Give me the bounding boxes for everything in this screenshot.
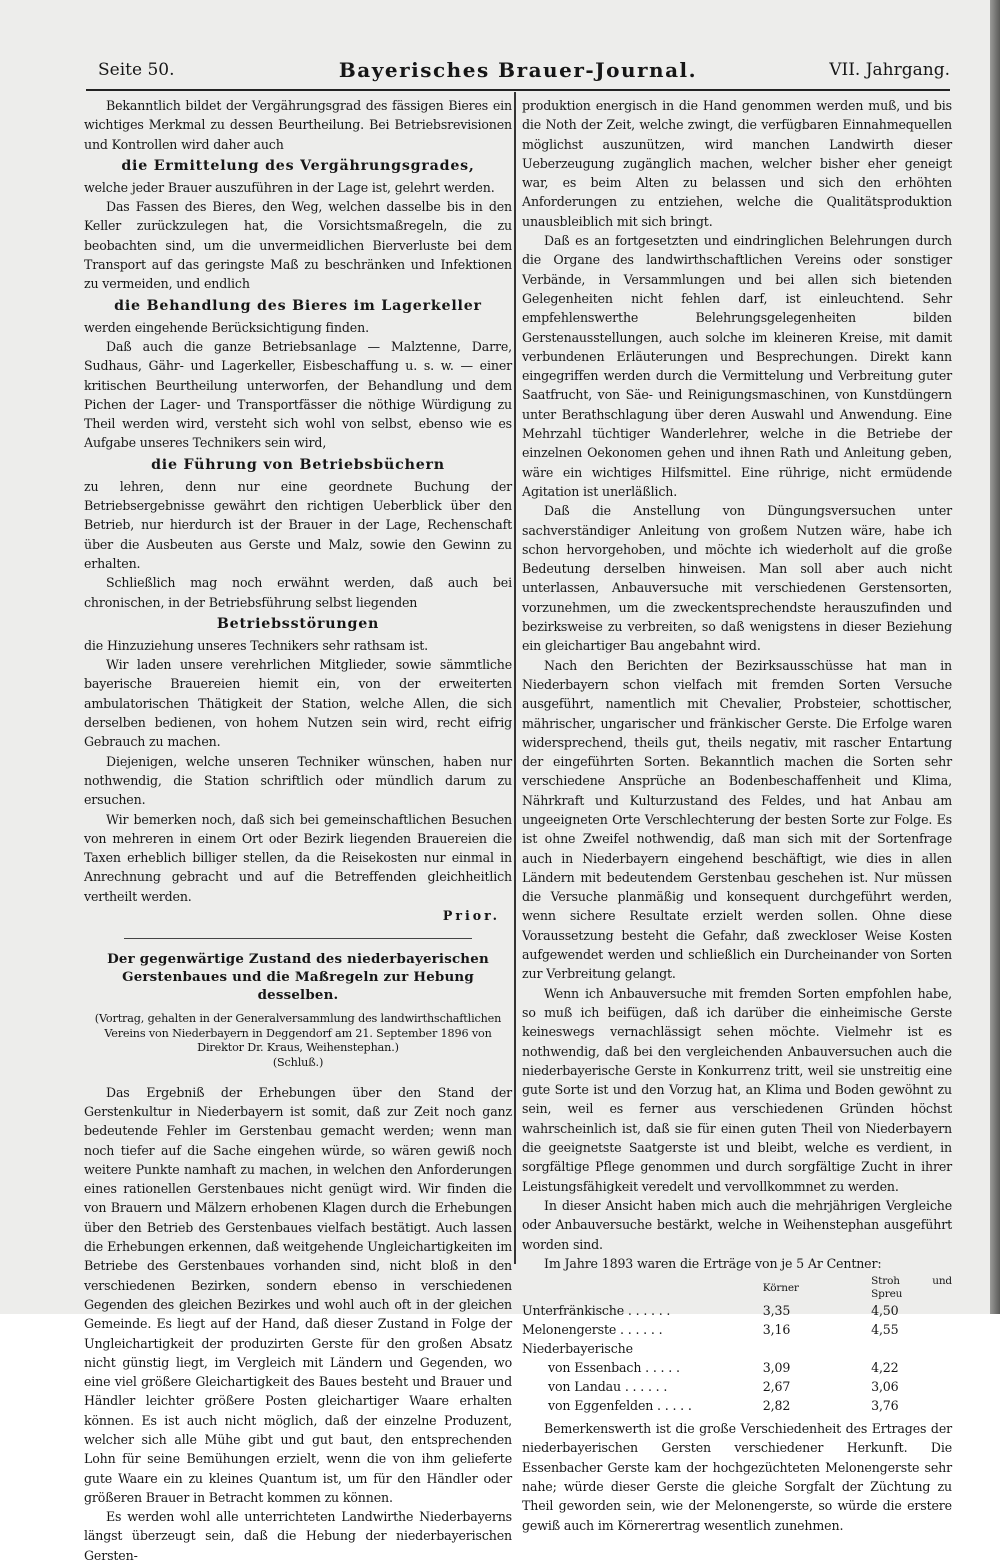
paragraph: werden eingehende Berücksichtigung finden. (84, 319, 369, 335)
value-koerner: 2,67 (762, 1379, 791, 1395)
table-header-row (522, 1275, 952, 1301)
row-label: Melonengerste . . . . . . (522, 1322, 663, 1338)
table-row (522, 1320, 952, 1339)
lecture-note: (Vortrag, gehalten in der Generalversammlung des landwirthschaftlichen Vereins von Niederbayern in Deggendorf am 21. September 1896 von Direktor Dr. Kraus, Weihenstephan.) (94, 1012, 502, 1055)
section-heading: die Ermittelung des Vergährungsgrades, (121, 157, 475, 174)
table-intro: Im Jahre 1893 waren die Erträge von je 5 Ar Centner: (544, 1255, 882, 1271)
paragraph: Daß auch die ganze Betriebsanlage — Malztenne, Darre, Sudhaus, Gähr- und Lagerkeller, Eisbeschaffung u. s. w. — einer kritischen Beurtheilung unterworfen, der Behandlung und dem Pichen der Lager- und Transportfässer die nöthige Würdigung zu Theil werden wird, versteht sich wohl von selbst, ebenso wie es Aufgabe unseres Technikers sein wird, (84, 338, 512, 451)
value-koerner: 2,82 (762, 1398, 791, 1414)
value-stroh: 4,55 (871, 1322, 899, 1338)
header-rule (86, 89, 950, 91)
row-label: Niederbayerische (522, 1341, 633, 1357)
table-row (522, 1301, 952, 1320)
value-stroh: 3,76 (871, 1398, 899, 1414)
paragraph: Schließlich mag noch erwähnt werden, daß auch bei chronischen, in der Betriebsführung selbst liegenden (84, 575, 512, 610)
author-signature: Prior. (442, 907, 500, 923)
value-stroh: 4,50 (871, 1303, 899, 1319)
paragraph: produktion energisch in die Hand genommen werden muß, und bis die Noth der Zeit, welche zwingt, die verfügbaren Einnahmequellen möglichst auszunützen, wird manchen Landwirth dieser Ueberzeugung zugänglich machen, welcher bisher eher geneigt war, es beim Alten zu belassen und sich den erhöhten Anforderungen zu entziehen, welche die Qualitätsproduktion unausbleiblich mit sich bringt. (522, 98, 952, 229)
col-header-stroh: Stroh und Spreu (871, 1275, 952, 1301)
paragraph: welche jeder Brauer auszuführen in der Lage ist, gelehrt werden. (84, 179, 495, 195)
table-row (522, 1339, 952, 1358)
paragraph: zu lehren, denn nur eine geordnete Buchung der Betriebsergebnisse gewährt den richtigen Ueberblick über den Betrieb, nur hierdurch ist der Brauer in der Lage, Rechenschaft über die Ausbeuten aus Gerste und Malz, sowie den Gewinn zu erhalten. (84, 478, 512, 571)
paragraph: Das Ergebniß der Erhebungen über den Stand der Gerstenkultur in Niederbayern ist somit, daß zur Zeit noch ganz bedeutende Fehler im Gerstenbau gemacht werden; wenn man noch tiefer auf die Sache eingehen würde, so wären gewiß noch weitere Punkte namhaft zu machen, in welchen den Anforderungen eines rationellen Gerstenbaues nicht genügt wird. Wir finden die von Brauern und Mälzern erhobenen Klagen durch die Erhebungen über den Betrieb des Gerstenbaues vielfach bestätigt. Auch lassen die Erhebungen erkennen, daß weitgehende Ungleichartigkeiten im Betriebe des Gerstenbaues vorhanden sind, nicht bloß in den verschiedenen Bezirken, sondern ebenso in verschiedenen Gegenden des gleichen Bezirkes und wohl auch oft in der gleichen Gemeinde. Es liegt auf der Hand, daß dieser Zustand in Folge der Ungleichartigkeit der produzirten Gerste für den großen Absatz nicht günstig liegt, im Vergleich mit Ländern und Gegenden, wo eine viel größere Gleichartigkeit des Baues besteht und Brauer und Händler leichter größere Posten gleichartiger Waare erhalten können. Es ist auch nicht möglich, daß der einzelne Produzent, welcher sich alle Mühe gibt und gut baut, den entsprechenden Lohn für seine Bemühungen erzielt, wenn die von ihm gelieferte gute Waare ein zu kleines Quantum ist, um für den Händler oder größeren Brauer in Betracht kommen zu können. (84, 1084, 512, 1505)
paragraph: Wenn ich Anbauversuche mit fremden Sorten empfohlen habe, so muß ich beifügen, daß ich darüber die einheimische Gerste keineswegs vernachlässigt sehen möchte. Vielmehr ist es nothwendig, daß bei den vergleichenden Anbauversuchen auch die niederbayerische Gerste in Konkurrenz tritt, weil sie unstreitig eine gute Sorte ist und den Vorzug hat, an Klima und Boden gewöhnt zu sein, weil es ferner aus verschiedenen Gründen höchst wahrscheinlich ist, daß sie für einen guten Theil von Niederbayern die geeignetste Saatgerste ist und bleibt, welche es verdient, in sorgfältige Pflege genommen und durch sorgfältige Zucht in ihrer Leistungsfähigkeit veredelt und vervollkommnet zu werden. (522, 985, 952, 1194)
paragraph: Daß die Anstellung von Düngungsversuchen unter sachverständiger Anleitung von großem Nutzen wäre, habe ich schon hervorgehoben, und möchte ich wiederholt auf die große Bedeutung derselben hinweisen. Man soll aber auch nicht unterlassen, Anbauversuche mit verschiedenen Gerstensorten, vorzunehmen, um die zweckentsprechendste herauszufinden und bezirksweise zu verbreiten, so daß wenigstens in dieser Beziehung ein gleichartiger Bau angebahnt wird. (522, 503, 952, 654)
table-row (522, 1377, 952, 1396)
article-separator (124, 938, 472, 939)
yield-table (522, 1275, 952, 1415)
volume-label: VII. Jahrgang. (829, 60, 950, 80)
left-column (84, 96, 512, 1565)
row-label: von Essenbach . . . . . (548, 1360, 680, 1376)
article-meta (84, 1012, 512, 1070)
section-heading: die Behandlung des Bieres im Lagerkeller (114, 297, 482, 314)
row-label: von Landau . . . . . . (548, 1379, 668, 1395)
section-heading: die Führung von Betriebsbüchern (151, 456, 445, 473)
value-stroh (853, 1339, 952, 1358)
paragraph: Daß es an fortgesetzten und eindringlichen Belehrungen durch die Organe des landwirthschaftlichen Vereins oder sonstiger Verbände, in Versammlungen und bei allen sich bietenden Gelegenheiten nicht fehlen darf, ist einleuchtend. Sehr empfehlenswerthe Belehrungsgelegenheiten bilden Gerstenausstellungen, auch solche im kleineren Kreise, mit damit verbundenen Erläuterungen und Besprechungen. Direkt kann eingegriffen werden durch die Vermittelung und Verbreitung guter Saatfrucht, von Säe- und Reinigungsmaschinen, von Kunstdüngern unter Berathschlagung über deren Auswahl und Anwendung. Eine Mehrzahl tüchtiger Wanderlehrer, welche in die Betriebe der einzelnen Oekonomen gehen und ihnen Rath und Anleitung geben, wäre ein wichtiges Hilfsmittel. Eine rührige, nicht ermüdende Agitation ist unerläßlich. (522, 233, 952, 499)
paragraph: die Hinzuziehung unseres Technikers sehr rathsam ist. (84, 637, 429, 653)
paragraph: Wir laden unsere verehrlichen Mitglieder, sowie sämmtliche bayerische Brauereien hiemit ein, von der erweiterten ambulatorischen Thätigkeit der Station, welche Allen, die sich derselben bedienen, von hohem Nutzen sein wird, recht eifrig Gebrauch zu machen. (84, 657, 512, 750)
paragraph: Es werden wohl alle unterrichteten Landwirthe Niederbayerns längst überzeugt sein, daß die Hebung der niederbayerischen Gersten- (84, 1509, 512, 1563)
table-row (522, 1358, 952, 1377)
value-koerner: 3,35 (762, 1303, 791, 1319)
paragraph: Bekanntlich bildet der Vergährungsgrad des fässigen Bieres ein wichtiges Merkmal zu dessen Beurtheilung. Bei Betriebsrevisionen und Kontrollen wird daher auch (84, 98, 512, 152)
continuation-note: (Schluß.) (272, 1056, 324, 1070)
paragraph: Diejenigen, welche unseren Techniker wünschen, haben nur nothwendig, die Station schriftlich oder mündlich darum zu ersuchen. (84, 753, 512, 808)
value-stroh: 4,22 (871, 1360, 899, 1376)
right-column (522, 96, 952, 1535)
col-header-koerner: Körner (762, 1281, 799, 1294)
running-head (84, 58, 952, 86)
paragraph: Wir bemerken noch, daß sich bei gemeinschaftlichen Besuchen von mehreren in einem Ort oder Bezirk liegenden Brauereien die Taxen erheblich billiger stellen, da die Reisekosten nur einmal in Anrechnung gebracht und auf die Betreffenden gleichheitlich vertheilt werden. (84, 811, 512, 904)
value-koerner: 3,09 (762, 1360, 791, 1376)
paragraph: Das Fassen des Bieres, den Weg, welchen dasselbe bis in den Keller zurückzulegen hat, die Vorsichtsmaßregeln, die zu beobachten sind, um die unvermeidlichen Bierverluste bei dem Transport auf das geringste Maß zu beschränken und Infektionen zu vermeiden, und endlich (84, 199, 512, 292)
paragraph: Nach den Berichten der Bezirksausschüsse hat man in Niederbayern schon vielfach mit fremden Sorten Versuche ausgeführt, namentlich mit Chevalier, Probsteier, schottischer, mährischer, ungarischer und fränkischer Gerste. Die Erfolge waren widersprechend, theils gut, theils negativ, mit rascher Entartung der eingeführten Sorten. Bekanntlich machen die Sorten sehr verschiedene Ansprüche an Bodenbeschaffenheit und Klima, Nährkraft und Kulturzustand des Feldes, und hat Anbau am ungeeigneten Orte Verschlechterung der besten Sorte zur Folge. Es ist ohne Zweifel nothwendig, daß man sich mit der Sortenfrage auch in Niederbayern eingehend beschäftigt, wie dies in allen Ländern mit bedeutendem Gerstenbau geschehen ist. Nur müssen die Versuche planmäßig und konsequent durchgeführt werden, wenn sichere Resultate erzielt werden sollen. Ohne diese Voraussetzung besteht die Gefahr, daß zweckloser Weise Kosten aufgewendet werden und schließlich ein Durcheinander von Sorten zur Verbreitung gelangt. (522, 657, 952, 982)
row-label: von Eggenfelden . . . . . (548, 1398, 692, 1414)
column-divider (514, 92, 516, 1264)
section-heading: Betriebsstörungen (216, 615, 380, 632)
value-koerner (763, 1339, 853, 1358)
journal-title: Bayerisches Brauer-Journal. (338, 58, 698, 82)
article-title: Der gegenwärtige Zustand des niederbayerischen Gerstenbaues und die Maßregeln zur Hebung desselben. (107, 951, 489, 1004)
page-edge-shadow (990, 0, 1000, 1314)
row-label: Unterfränkische . . . . . . (522, 1303, 671, 1319)
value-stroh: 3,06 (871, 1379, 899, 1395)
spacer (84, 1075, 512, 1083)
table-row (522, 1396, 952, 1415)
value-koerner: 3,16 (762, 1322, 791, 1338)
page-number: Seite 50. (98, 60, 175, 80)
paragraph: Bemerkenswerth ist die große Verschiedenheit des Ertrages der niederbayerischen Gersten verschiedener Herkunft. Die Essenbacher Gerste kam der hochgezüchteten Melonengerste sehr nahe; würde dieser Gerste die gleiche Sorgfalt der Züchtung zu Theil geworden sein, wie der Melonengerste, so würde die erstere gewiß auch im Körnerertrag wesentlich zunehmen. (522, 1421, 952, 1533)
paragraph: In dieser Ansicht haben mich auch die mehrjährigen Vergleiche oder Anbauversuche bestärkt, welche in Weihenstephan ausgeführt worden sind. (522, 1197, 952, 1252)
